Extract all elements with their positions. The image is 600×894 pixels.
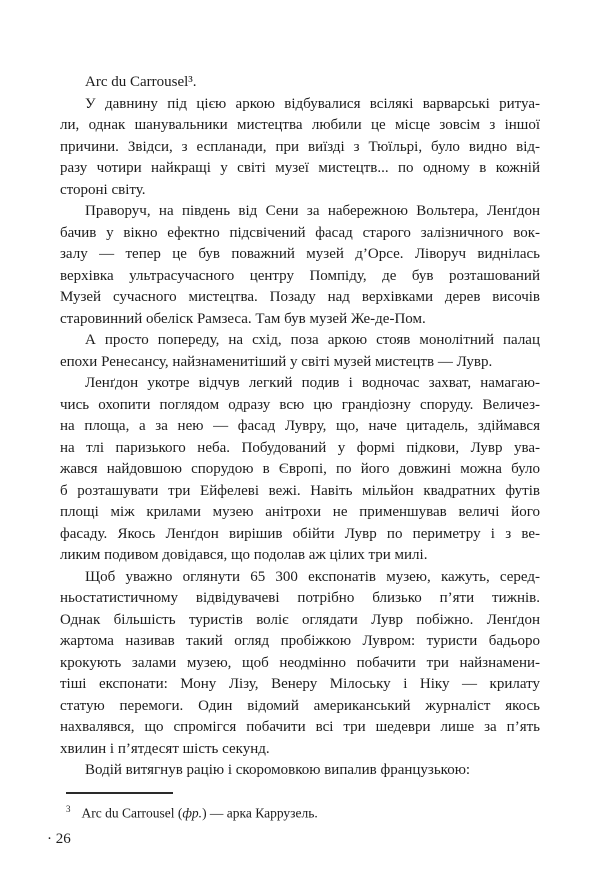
text-line: площі між крилами музею анітрохи не применшував величі його	[60, 504, 540, 520]
text-line: Arc du Carrousel³.	[85, 74, 197, 90]
text-line: крокують залами музею, щоб неодмінно побачити три найзнамени-	[60, 654, 540, 671]
text-line: ликим подивом довідався, що подолав аж цілих три милі.	[60, 547, 428, 563]
text-line: верхівка ультрасучасного центру Помпіду, де був розташований	[60, 267, 540, 284]
text-line: жартома називав такий огляд пробіжкою Лувром: туристи бадьоро	[60, 633, 540, 649]
text-line: Щоб уважно оглянути 65 300 експонатів музею, кажуть, серед-	[85, 568, 540, 585]
text-line: стороні світу.	[60, 181, 146, 198]
text-line: ли, однак шанувальники мистецтва любили це місце зовсім з іншої	[60, 117, 540, 133]
text-line: причини. Звідси, з еспланади, при виїзді з Тюїльрі, було видно від-	[60, 138, 540, 155]
text-line: б розташувати три Ейфелеві вежі. Навіть мільйон квадратних футів	[60, 482, 540, 499]
text-line: бачив у вікно ефектно підсвічений фасад старого залізничного вок-	[60, 224, 540, 241]
text-line: чись охопити поглядом одразу всю цю грандіозну споруду. Величез-	[60, 396, 540, 413]
text-line: разу чотири найкращі у світі музеї мистецтв... по одному в кожній	[60, 160, 540, 176]
text-line: Однак більшість туристів воліє оглядати Лувр побіжно. Ленґдон	[60, 611, 540, 628]
text-line: ньостатистичному відвідувачеві потрібно близько п’яти тижнів.	[60, 590, 540, 606]
text-line: У давнину під цією аркою відбувалися всілякі варварські ритуа-	[85, 95, 540, 112]
footnote-language-label: фр.	[182, 805, 203, 821]
text-line: статую перемоги. Один відомий американський журналіст якось	[60, 697, 540, 714]
page-number: · 26	[47, 831, 71, 847]
footnote-divider	[66, 792, 173, 794]
text-line: Водій витягнув рацію і скоромовкою випалив французькою:	[85, 762, 471, 778]
text-line: на площа, а за нею — фасад Лувру, що, наче цитадель, здіймався	[60, 418, 540, 434]
text-column	[60, 72, 540, 782]
footnote-text: Arc du Carrousel (	[81, 805, 183, 821]
text-line: нахвалявся, що спромігся побачити всі три шедеври лише за п’ять	[60, 719, 540, 735]
text-line: Музей сучасного мистецтва. Позаду над верхівками дерев височів	[60, 289, 540, 305]
text-line: А просто попереду, на схід, поза аркою стояв монолітний палац	[85, 332, 540, 348]
footnote-marker: 3	[66, 804, 71, 814]
text-line: тіші експонати: Мону Лізу, Венеру Мілоську і Ніку — крилату	[60, 676, 540, 692]
footnote-text-tail: ) — арка Каррузель.	[202, 805, 318, 821]
text-line: епохи Ренесансу, найзнаменитіший у світі музей мистецтв — Лувр.	[60, 353, 493, 370]
text-line: Праворуч, на південь від Сени за набережною Вольтера, Ленґдон	[85, 203, 540, 219]
text-line: хвилин і п’ятдесят шість секунд.	[60, 740, 270, 757]
text-line: фасаду. Якось Ленґдон вирішив обійти Лувр по периметру і з ве-	[60, 525, 540, 542]
text-line: залу — тепер це був поважний музей д’Орсе. Ліворуч виднілась	[60, 246, 540, 262]
text-line: старовинний обеліск Рамзеса. Там був музей Же-де-Пом.	[60, 310, 426, 327]
text-line: жався найдовшою спорудою в Європі, по його довжині можна було	[60, 461, 540, 477]
footnote	[66, 801, 540, 822]
text-line: Ленґдон укотре відчув легкий подив і водночас захват, намагаю-	[85, 375, 540, 391]
text-line: на тлі паризького неба. Побудований у формі підкови, Лувр ува-	[60, 439, 540, 456]
